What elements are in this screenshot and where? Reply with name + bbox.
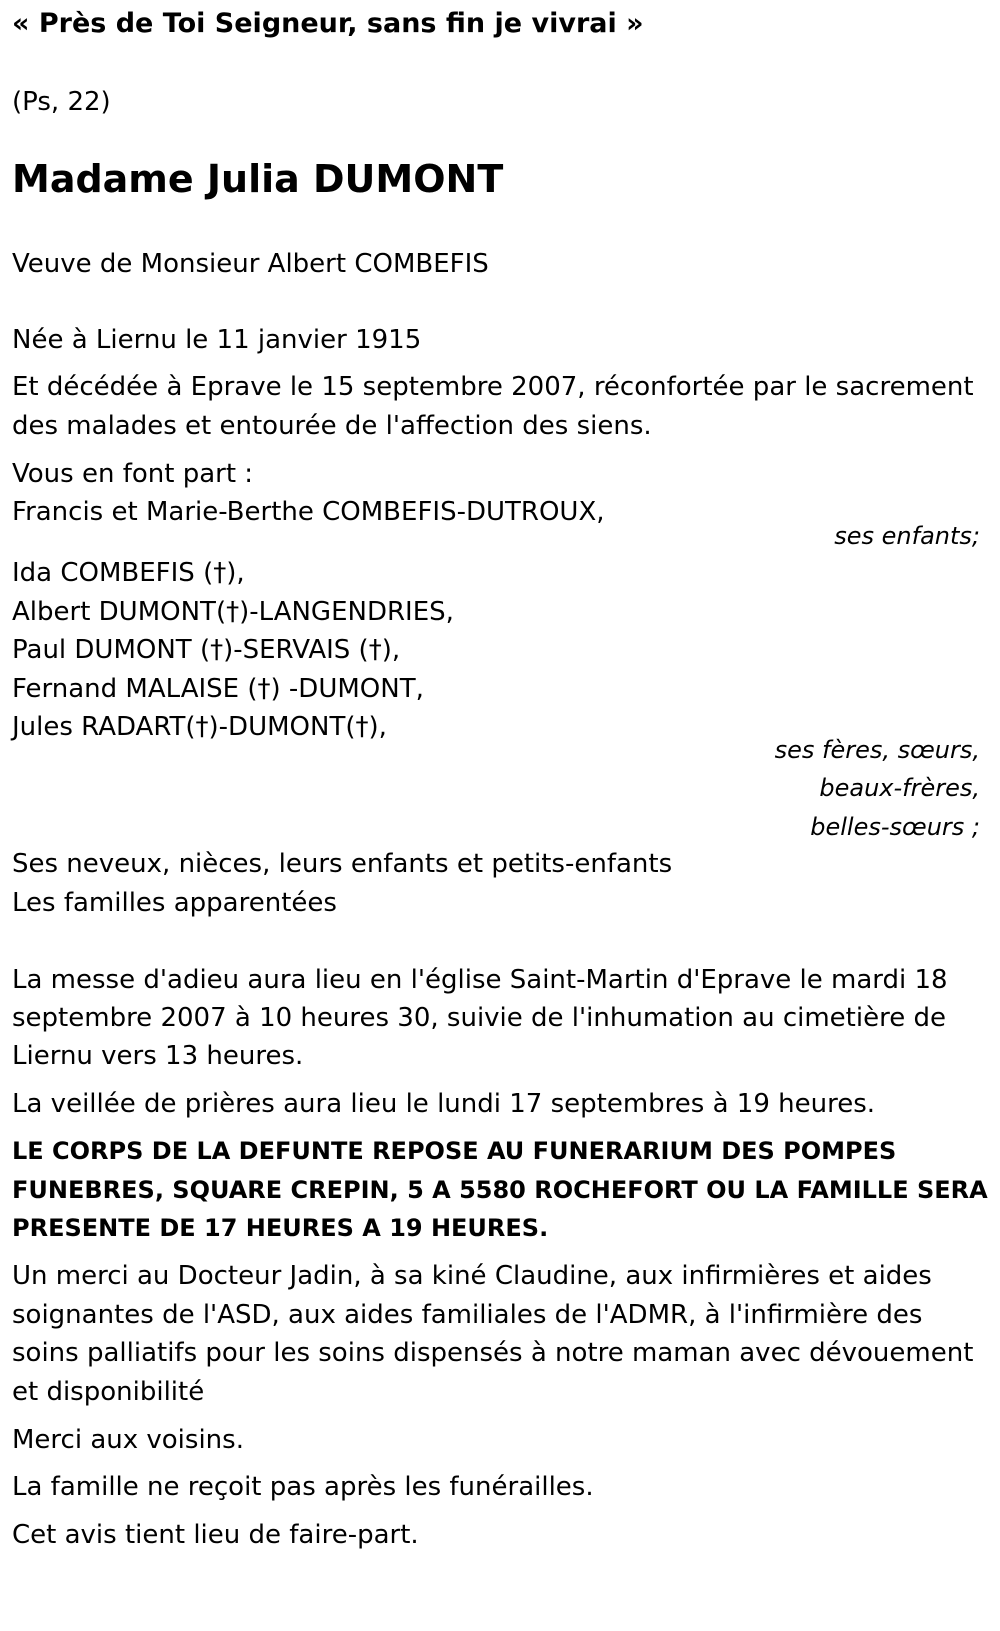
- sibling-4: Fernand MALAISE (†) -DUMONT,: [12, 674, 424, 704]
- sibling-2: Albert DUMONT(†)-LANGENDRIES,: [12, 597, 454, 627]
- mass-line-3: Liernu vers 13 heures.: [12, 1041, 304, 1071]
- death-info-line-1: Et décédée à Eprave le 15 septembre 2007, réconfortée par le sacrement: [12, 372, 974, 402]
- sibling-5: Jules RADART(†)-DUMONT(†),: [12, 712, 387, 742]
- deceased-name: Madame Julia DUMONT: [12, 157, 504, 201]
- widow-of: Veuve de Monsieur Albert COMBEFIS: [12, 249, 489, 279]
- no-reception-notice: La famille ne reçoit pas après les funérailles.: [12, 1472, 594, 1502]
- mass-line-2: septembre 2007 à 10 heures 30, suivie de l'inhumation au cimetière de: [12, 1003, 946, 1033]
- extended-family-2: Les familles apparentées: [12, 888, 337, 918]
- sibling-3: Paul DUMONT (†)-SERVAIS (†),: [12, 635, 401, 665]
- siblings-role-1: ses fères, sœurs,: [774, 736, 980, 764]
- closing-statement: Cet avis tient lieu de faire-part.: [12, 1520, 419, 1550]
- announce-label: Vous en font part :: [12, 459, 254, 489]
- thanks-neighbors: Merci aux voisins.: [12, 1425, 244, 1455]
- children-names: Francis et Marie-Berthe COMBEFIS-DUTROUX,: [12, 497, 605, 527]
- sibling-1: Ida COMBEFIS (†),: [12, 558, 245, 588]
- death-info-line-2: des malades et entourée de l'affection des siens.: [12, 411, 652, 441]
- children-role: ses enfants;: [834, 522, 980, 550]
- siblings-role-2: beaux-frères,: [819, 774, 980, 802]
- funerarium-notice-1: LE CORPS DE LA DEFUNTE REPOSE AU FUNERARIUM DES POMPES: [12, 1137, 897, 1165]
- birth-info: Née à Liernu le 11 janvier 1915: [12, 325, 422, 355]
- funerarium-notice-2: FUNEBRES, SQUARE CREPIN, 5 A 5580 ROCHEFORT OU LA FAMILLE SERA: [12, 1176, 988, 1204]
- thanks-line-2: soignantes de l'ASD, aux aides familiales de l'ADMR, à l'infirmière des: [12, 1300, 923, 1330]
- thanks-line-4: et disponibilité: [12, 1377, 205, 1407]
- thanks-line-3: soins palliatifs pour les soins dispensés à notre maman avec dévouement: [12, 1338, 974, 1368]
- verse-reference: (Ps, 22): [12, 87, 111, 117]
- vigil-info: La veillée de prières aura lieu le lundi 17 septembres à 19 heures.: [12, 1089, 876, 1119]
- mass-line-1: La messe d'adieu aura lieu en l'église Saint-Martin d'Eprave le mardi 18: [12, 965, 948, 995]
- extended-family-1: Ses neveux, nièces, leurs enfants et petits-enfants: [12, 849, 673, 879]
- thanks-line-1: Un merci au Docteur Jadin, à sa kiné Claudine, aux infirmières et aides: [12, 1261, 932, 1291]
- verse-quote: « Près de Toi Seigneur, sans fin je vivrai »: [12, 8, 644, 39]
- funerarium-notice-3: PRESENTE DE 17 HEURES A 19 HEURES.: [12, 1214, 549, 1242]
- siblings-role-3: belles-sœurs ;: [810, 813, 980, 841]
